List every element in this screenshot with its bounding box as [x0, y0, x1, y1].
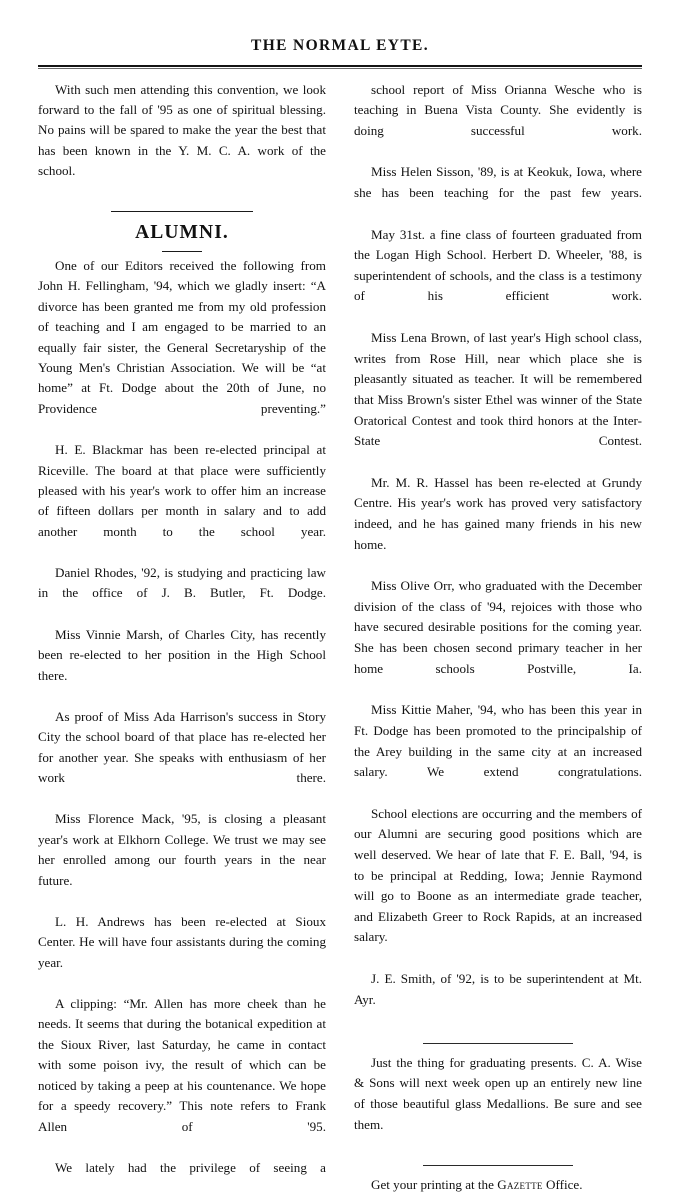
heading-rule-below [162, 251, 202, 252]
paragraph-continued: We lately had the privilege of seeing a [38, 1158, 326, 1199]
paragraph: J. E. Smith, of '92, is to be superintendent at Mt. Ayr. [354, 969, 642, 1031]
paragraph: With such men attending this convention, we look forward to the fall of '95 as one of spiritual blessing. No pains will be spared to make the year the best that has been known in the Y. M. C. A. work of the school. [38, 80, 326, 202]
paragraph: As proof of Miss Ada Harrison's success in Story City the school board of that place has re-elected her for another year. She speaks with enthusiasm of her work there. [38, 707, 326, 809]
section-title: ALUMNI. [38, 220, 326, 246]
paragraph: Miss Helen Sisson, '89, is at Keokuk, Iowa, where she has been teaching for the past few years. [354, 162, 642, 224]
heading-rule-above [111, 211, 253, 212]
paragraph: School elections are occurring and the members of our Alumni are securing good positions which are well deserved. We hear of late that F. E. Ball, '94, is to be principal at Redding, Iowa; Jennie Raymond will go to Boone as an intermediate grade teacher, and Elizabeth Greer to Rock Rapids, at an increased salary. [354, 804, 642, 969]
paragraph: Miss Olive Orr, who graduated with the December division of the class of '94, rejoices with those who have secured desirable positions for the coming year. She has been chosen second primary teacher in her home schools Postville, Ia. [354, 576, 642, 700]
gazette-name: Gazette [497, 1177, 543, 1192]
paragraph: Miss Florence Mack, '95, is closing a pleasant year's work at Elkhorn College. We trust we may see her enrolled among our fourth years in the near future. [38, 809, 326, 911]
paragraph: Daniel Rhodes, '92, is studying and practicing law in the office of J. B. Butler, Ft. Dodge. [38, 563, 326, 624]
left-column [38, 80, 326, 1199]
printing-note [354, 1175, 642, 1195]
paragraph: A clipping: “Mr. Allen has more cheek than he needs. It seems that during the botanical expedition at the Sioux River, last Saturday, he came in contact with some poison ivy, the result of which can be noticed by taking a peep at his countenance. We hope for a speedy recovery.” This note refers to Frank Allen of '95. [38, 994, 326, 1157]
right-column [354, 80, 642, 1196]
paragraph: May 31st. a fine class of fourteen graduated from the Logan High School. Herbert D. Wheeler, '88, is superintendent of schools, and the class is a testimony of his efficient work. [354, 225, 642, 328]
advertisement-paragraph: Just the thing for graduating presents. C. A. Wise & Sons will next week open up an entirely new line of those beautiful glass Medallions. Be sure and see them. [354, 1053, 642, 1156]
paragraph: Miss Vinnie Marsh, of Charles City, has recently been re-elected to her position in the High School there. [38, 625, 326, 707]
paragraph: H. E. Blackmar has been re-elected principal at Riceville. The board at that place were sufficiently pleased with his year's work to offer him an increase of fifteen dollars per month in salary and to add another month to the school year. [38, 440, 326, 562]
section-divider-rule [423, 1165, 573, 1166]
paragraph: Miss Lena Brown, of last year's High school class, writes from Rose Hill, near which place she is pleasantly situated as teacher. It will be remembered that Miss Brown's sister Ethel was winner of the State Oratorical Contest and took third honors at the Inter-State Contest. [354, 328, 642, 472]
masthead-title: THE NORMAL EYTE. [38, 0, 642, 54]
section-divider-rule [423, 1043, 573, 1044]
masthead-rule [38, 65, 642, 69]
paragraph: Mr. M. R. Hassel has been re-elected at Grundy Centre. His year's work has proved very satisfactory indeed, and he has gained many friends in his new home. [354, 473, 642, 576]
alumni-section-heading [38, 211, 326, 252]
printing-note-before: Get your printing at the [371, 1177, 497, 1192]
paragraph: One of our Editors received the following from John H. Fellingham, '94, which we gladly insert: “A divorce has been granted me from my old profession of teaching and I am engaged to be married to an equally fair sister, the General Secretaryship of the Young Men's Christian Association. We will be “at home” at Ft. Dodge about the 20th of June, no Providence preventing.” [38, 256, 326, 440]
printing-note-after: Office. [543, 1177, 583, 1192]
paragraph-continuation: school report of Miss Orianna Wesche who is teaching in Buena Vista County. She evidently is doing successful work. [354, 80, 642, 162]
two-column-body [38, 80, 642, 1199]
paragraph: L. H. Andrews has been re-elected at Sioux Center. He will have four assistants during the coming year. [38, 912, 326, 994]
paragraph: Miss Kittie Maher, '94, who has been this year in Ft. Dodge has been promoted to the principalship of the Arey building in the same city at an increased salary. We extend congratulations. [354, 700, 642, 803]
